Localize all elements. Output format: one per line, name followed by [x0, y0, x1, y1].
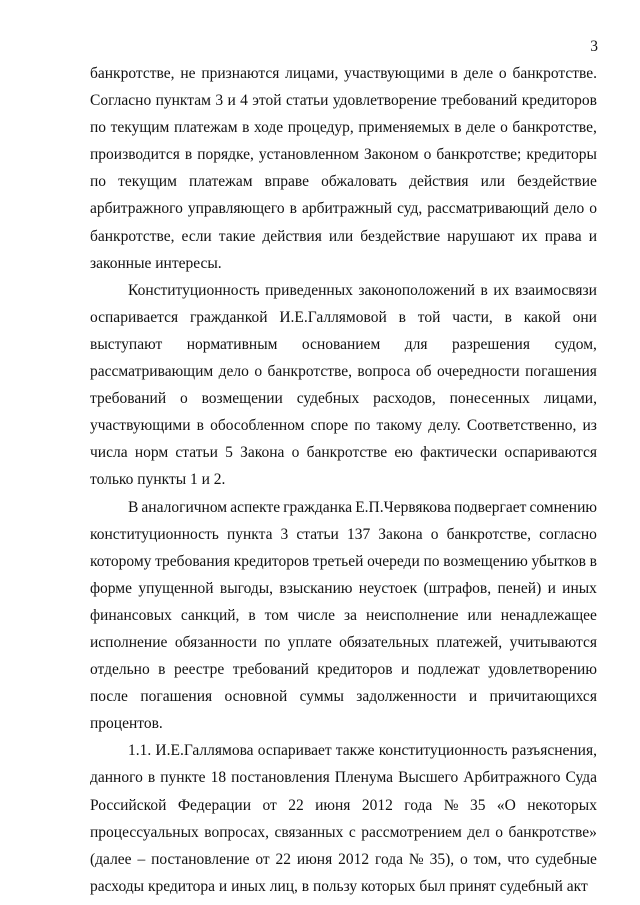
text-line: требований о возмещении судебных расходов, понесенных лицами,: [90, 390, 597, 408]
text-line: законные интересы.: [90, 254, 222, 272]
text-line: арбитражного управляющего в арбитражный суд, рассматривающий дело о: [90, 200, 597, 218]
text-line: отдельно в реестре требований кредиторов и подлежат удовлетворению: [90, 661, 597, 679]
paragraph: [90, 277, 597, 494]
paragraph: [90, 737, 597, 900]
text-line: 1.1. И.Е.Галлямова оспаривает также конституционность разъяснения,: [128, 742, 597, 760]
text-line: по текущим платежам в ходе процедур, применяемых в деле о банкротстве,: [90, 119, 597, 137]
text-line: процессуальных вопросах, связанных с рассмотрением дел о банкротстве»: [90, 823, 597, 841]
text-line: форме упущенной выгоды, взысканию неустоек (штрафов, пеней) и иных: [90, 579, 597, 597]
text-line: рассматривающим дело о банкротстве, вопроса об очередности погашения: [90, 363, 597, 381]
text-line: которому требования кредиторов третьей очереди по возмещению убытков в: [90, 552, 597, 570]
text-line: исполнение обязанности по уплате обязательных платежей, учитываются: [90, 633, 597, 651]
text-line: оспаривается гражданкой И.Е.Галлямовой в той части, в какой они: [90, 308, 597, 326]
text-line: данного в пункте 18 постановления Пленума Высшего Арбитражного Суда: [90, 769, 597, 787]
text-line: участвующими в обособленном споре по такому делу. Соответственно, из: [90, 417, 597, 435]
text-line: конституционность пункта 3 статьи 137 Закона о банкротстве, согласно: [90, 525, 597, 543]
body-text: [90, 60, 597, 900]
text-line: после погашения основной суммы задолженности и причитающихся: [90, 688, 597, 706]
text-line: процентов.: [90, 715, 163, 733]
text-line: производится в порядке, установленном Законом о банкротстве; кредиторы: [90, 146, 597, 164]
text-line: банкротстве, не признаются лицами, участвующими в деле о банкротстве.: [90, 65, 597, 82]
text-line: В аналогичном аспекте гражданка Е.П.Червякова подвергает сомнению: [128, 498, 597, 516]
text-line: по текущим платежам вправе обжаловать действия или бездействие: [90, 173, 597, 191]
paragraph: [90, 494, 597, 738]
text-line: Согласно пунктам 3 и 4 этой статьи удовлетворение требований кредиторов: [90, 92, 597, 110]
text-line: банкротстве, если такие действия или бездействие нарушают их права и: [90, 227, 597, 245]
text-line: числа норм статьи 5 Закона о банкротстве ею фактически оспариваются: [90, 444, 597, 462]
text-line: Конституционность приведенных законоположений в их взаимосвязи: [128, 281, 597, 299]
text-line: выступают нормативным основанием для разрешения судом,: [90, 335, 597, 353]
page-number: 3: [590, 38, 598, 55]
text-line: только пункты 1 и 2.: [90, 471, 226, 489]
paragraph: [90, 60, 597, 277]
text-line: (далее – постановление от 22 июня 2012 года № 35), о том, что судебные: [90, 850, 597, 868]
text-line: расходы кредитора и иных лиц, в пользу которых был принят судебный акт: [90, 877, 588, 895]
text-line: Российской Федерации от 22 июня 2012 года № 35 «О некоторых: [90, 796, 597, 814]
text-line: финансовых санкций, в том числе за неисполнение или ненадлежащее: [90, 606, 597, 624]
